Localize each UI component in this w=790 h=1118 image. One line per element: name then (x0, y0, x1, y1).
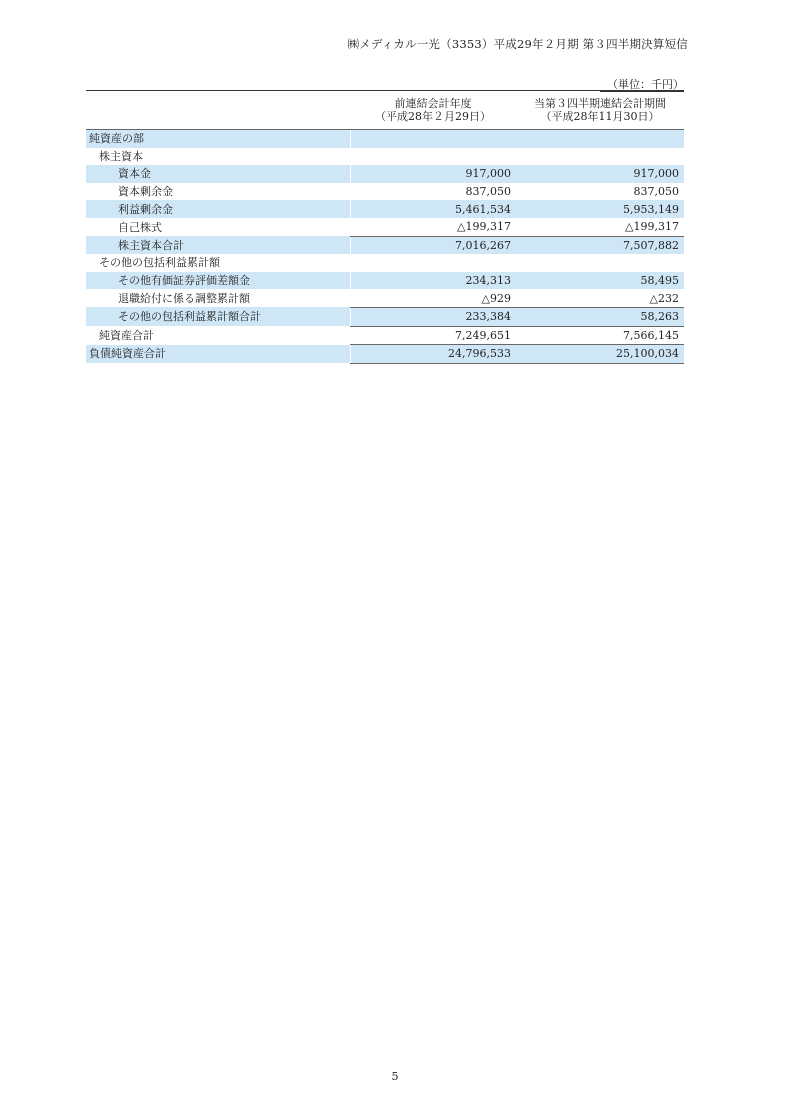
prev-value: 24,796,533 (350, 345, 516, 364)
prev-value: 7,249,651 (350, 326, 516, 345)
curr-value (516, 254, 684, 272)
curr-period-header (516, 97, 684, 130)
curr-value: △199,317 (516, 218, 684, 236)
curr-period-date: （平成28年11月30日） (540, 110, 660, 123)
row-label: 純資産の部 (86, 130, 350, 148)
curr-value: 5,953,149 (516, 200, 684, 218)
curr-value: 58,495 (516, 272, 684, 290)
balance-sheet-table-wrap (86, 90, 684, 364)
row-label: 資本金 (86, 165, 350, 183)
curr-value: 7,507,882 (516, 236, 684, 254)
document-header: ㈱メディカル一光（3353）平成29年２月期 第３四半期決算短信 (347, 37, 688, 51)
curr-value: 25,100,034 (516, 345, 684, 364)
row-label: 株主資本合計 (86, 236, 350, 254)
prev-value: 234,313 (350, 272, 516, 290)
row-label: その他の包括利益累計額合計 (86, 307, 350, 326)
table-row (86, 218, 684, 236)
balance-sheet-table (86, 90, 684, 364)
table-row (86, 345, 684, 364)
prev-period-title: 前連結会計年度 (394, 97, 472, 110)
table-row (86, 307, 684, 326)
prev-value (350, 148, 516, 166)
row-label: 負債純資産合計 (86, 345, 350, 364)
row-label: 退職給付に係る調整累計額 (118, 291, 250, 305)
curr-value: 837,050 (633, 185, 679, 199)
table-row (86, 148, 684, 166)
table-row (86, 254, 684, 272)
table-row (86, 183, 684, 201)
row-label: 純資産合計 (99, 328, 154, 342)
table-row (86, 200, 684, 218)
curr-period-title: 当第３四半期連結会計期間 (534, 97, 666, 110)
prev-value: 7,016,267 (350, 236, 516, 254)
prev-period-header (350, 97, 516, 130)
curr-value: 58,263 (516, 307, 684, 326)
table-row (86, 165, 684, 183)
prev-period-date: （平成28年２月29日） (375, 110, 491, 123)
page-number: 5 (391, 1070, 399, 1083)
prev-value (350, 254, 516, 272)
row-label: 株主資本 (99, 149, 143, 163)
unit-label: （単位：千円） (600, 78, 684, 92)
table-row (86, 326, 684, 345)
curr-value: △232 (516, 289, 684, 307)
row-label: その他有価証券評価差額金 (86, 272, 350, 290)
table-row (86, 272, 684, 290)
prev-value (350, 130, 516, 148)
prev-value: △929 (350, 289, 516, 307)
label-column-header (86, 97, 350, 130)
table-row (86, 130, 684, 148)
row-label: 利益剰余金 (86, 200, 350, 218)
curr-value: 917,000 (516, 165, 684, 183)
prev-value: 837,050 (350, 183, 516, 201)
prev-value: 233,384 (350, 307, 516, 326)
table-row (86, 289, 684, 307)
curr-value (516, 148, 684, 166)
curr-value: 7,566,145 (516, 326, 684, 345)
row-label: その他の包括利益累計額 (99, 256, 220, 270)
column-header-row (86, 97, 684, 130)
prev-value: △199,317 (350, 218, 516, 236)
curr-value (516, 130, 684, 148)
table-row (86, 236, 684, 254)
prev-value: 5,461,534 (350, 200, 516, 218)
prev-value: 917,000 (350, 165, 516, 183)
row-label: 資本剰余金 (118, 185, 173, 199)
row-label: 自己株式 (118, 220, 162, 234)
